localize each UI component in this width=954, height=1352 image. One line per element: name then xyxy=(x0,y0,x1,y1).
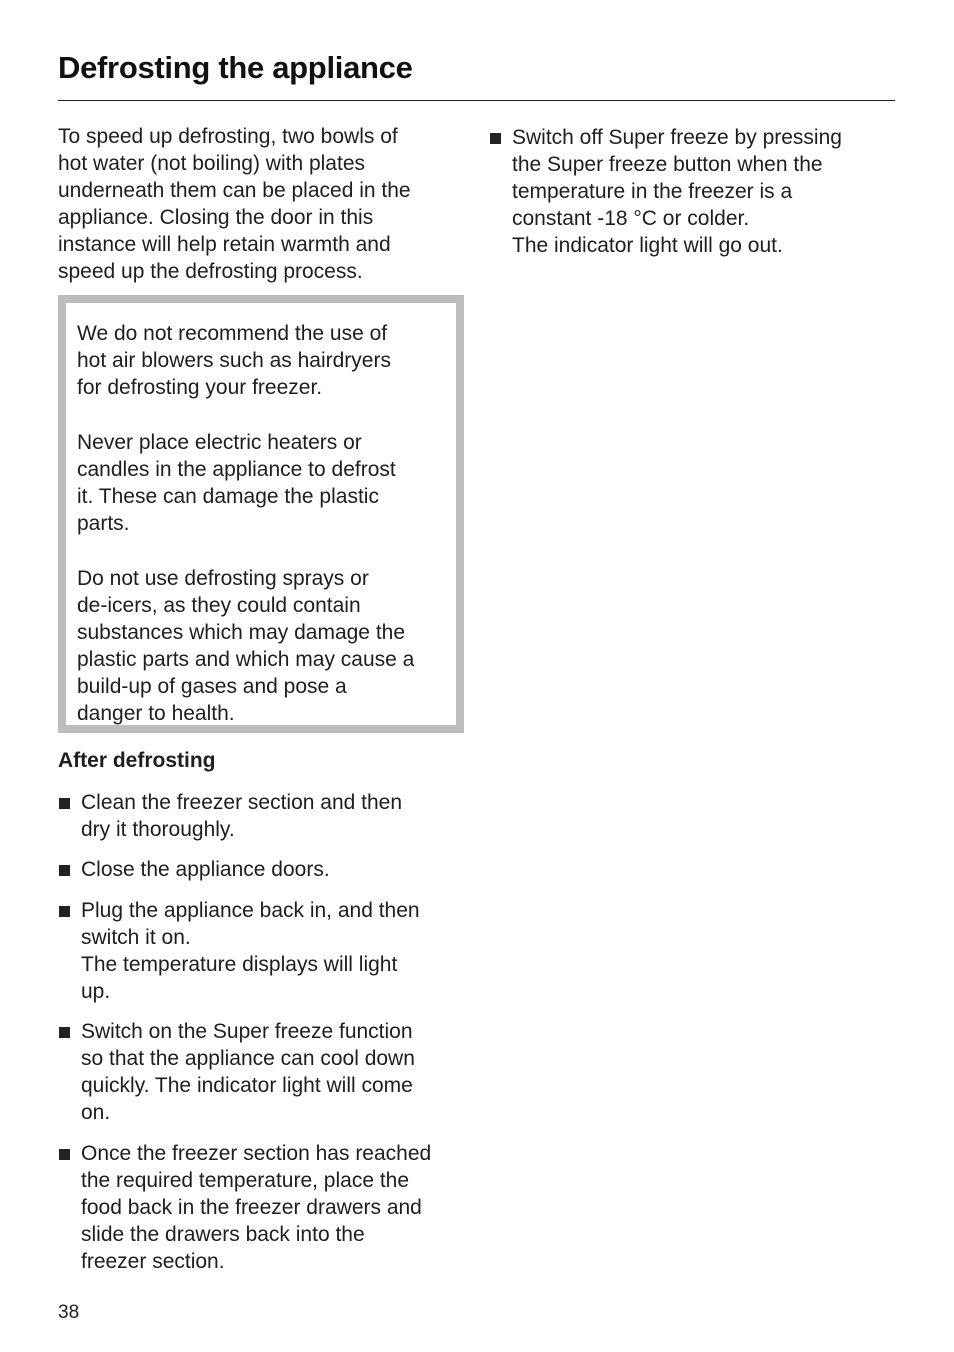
list-item-line: Once the freezer section has reached xyxy=(81,1142,432,1165)
list-item-line: Close the appliance doors. xyxy=(81,858,330,881)
warning-line: hot air blowers such as hairdryers xyxy=(77,349,391,372)
list-item-line: switch it on. xyxy=(81,926,191,949)
warning-paragraph-hairdryers xyxy=(77,320,391,401)
list-item-line: Switch on the Super freeze function xyxy=(81,1020,413,1043)
bullet-square-icon xyxy=(490,133,501,144)
list-item-line: constant -18 °C or colder. xyxy=(512,207,750,230)
list-item-line: the Super freeze button when the xyxy=(512,153,823,176)
warning-line: substances which may damage the xyxy=(77,621,406,644)
intro-line: speed up the defrosting process. xyxy=(58,260,363,283)
warning-line: Do not use defrosting sprays or xyxy=(77,567,369,590)
list-item-line: up. xyxy=(81,980,111,1003)
list-item-line: freezer section. xyxy=(81,1250,225,1273)
page-title: Defrosting the appliance xyxy=(58,50,413,85)
title-divider xyxy=(58,100,895,101)
intro-line: hot water (not boiling) with plates xyxy=(58,152,365,175)
list-item-line: dry it thoroughly. xyxy=(81,818,235,841)
section-heading-after-defrosting: After defrosting xyxy=(58,749,216,772)
warning-line: danger to health. xyxy=(77,702,235,725)
bullet-square-icon xyxy=(59,865,70,876)
list-item-line: food back in the freezer drawers and xyxy=(81,1196,422,1219)
intro-line: To speed up defrosting, two bowls of xyxy=(58,125,398,148)
warning-line: candles in the appliance to defrost xyxy=(77,458,396,481)
warning-line: it. These can damage the plastic xyxy=(77,485,379,508)
page-number: 38 xyxy=(58,1302,80,1323)
list-item-line: Plug the appliance back in, and then xyxy=(81,899,420,922)
warning-line: for defrosting your freezer. xyxy=(77,376,323,399)
warning-line: We do not recommend the use of xyxy=(77,322,388,345)
bullet-square-icon xyxy=(59,1027,70,1038)
intro-paragraph xyxy=(58,123,468,285)
warning-paragraph-sprays xyxy=(77,565,414,727)
warning-line: build-up of gases and pose a xyxy=(77,675,347,698)
warning-line: plastic parts and which may cause a xyxy=(77,648,415,671)
intro-line: underneath them can be placed in the xyxy=(58,179,411,202)
warning-box xyxy=(58,295,464,733)
list-item-line: Switch off Super freeze by pressing xyxy=(512,126,842,149)
bullet-square-icon xyxy=(59,798,70,809)
intro-line: instance will help retain warmth and xyxy=(58,233,391,256)
list-item-line: quickly. The indicator light will come xyxy=(81,1074,413,1097)
list-item-line: so that the appliance can cool down xyxy=(81,1047,415,1070)
bullet-square-icon xyxy=(59,1149,70,1160)
list-item-line: on. xyxy=(81,1101,111,1124)
warning-line: de-icers, as they could contain xyxy=(77,594,361,617)
list-item-line: slide the drawers back into the xyxy=(81,1223,365,1246)
list-item-line: the required temperature, place the xyxy=(81,1169,410,1192)
warning-line: Never place electric heaters or xyxy=(77,431,362,454)
list-item-line: Clean the freezer section and then xyxy=(81,791,403,814)
intro-line: appliance. Closing the door in this xyxy=(58,206,374,229)
warning-paragraph-heaters xyxy=(77,429,396,537)
list-item-line: The temperature displays will light xyxy=(81,953,398,976)
warning-line: parts. xyxy=(77,512,130,535)
bullet-square-icon xyxy=(59,906,70,917)
list-item-line: temperature in the freezer is a xyxy=(512,180,793,203)
list-item-line: The indicator light will go out. xyxy=(512,234,783,257)
